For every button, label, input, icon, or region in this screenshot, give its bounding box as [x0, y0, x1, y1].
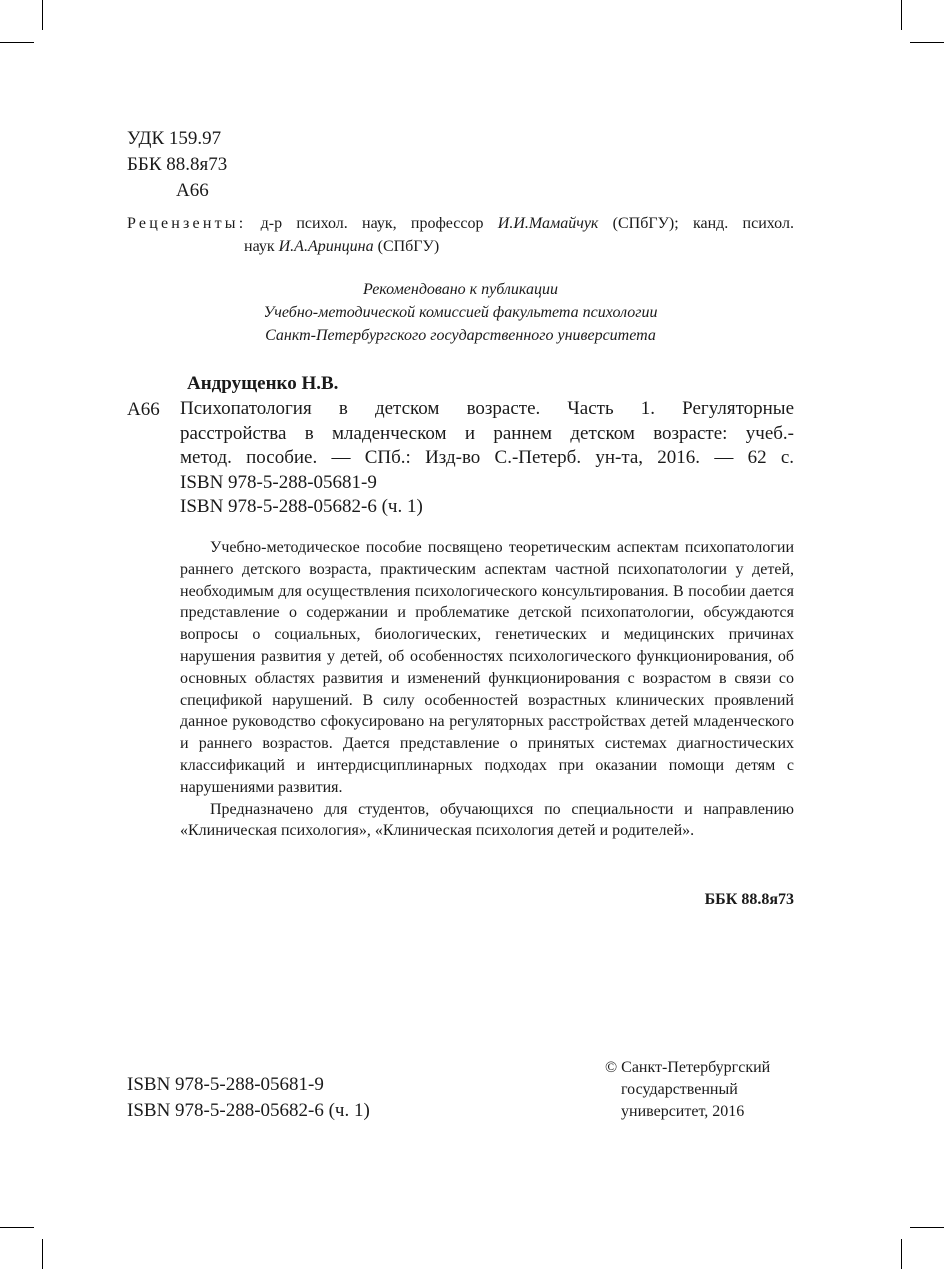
- classification-block: [127, 126, 227, 204]
- recommendation-block: [127, 278, 794, 347]
- abstract-paragraph: Учебно-методическое пособие посвящено теоретическим аспектам психопатологии раннего детского возраста, практическим аспектам частной психопатологии у детей, необходимым для осуществления психологического консультирования. В пособии дается представление о содержании и проблематике детской психопатологии, обсуждаются вопросы о социальных, биологических, генетических и медицинских причинах нарушения развития у детей, об особенностях психологического функционирования, об основных областях развития и изменений функционирования с возрастом в связи со спецификой нарушений. В силу особенностей возрастных клинических проявлений данное руководство сфокусировано на регуляторных расстройствах детей младенческого и раннего возрастов. Дается представление о принятых системах диагностических классификаций и интердисциплинарных подходах при оказании помощи детям с нарушениями развития.: [180, 539, 794, 796]
- copyright-line: © Санкт-Петербургский: [605, 1059, 771, 1076]
- crop-mark-top-left-vertical: [42, 0, 43, 30]
- reviewers-suffix: (СПбГУ): [373, 238, 440, 255]
- bibliography-isbn: ISBN 978-5-288-05681-9: [180, 471, 377, 493]
- bibliography-isbn: ISBN 978-5-288-05682-6 (ч. 1): [180, 496, 423, 517]
- bibliography-line: метод. пособие. — СПб.: Изд-во С.-Петерб. ун-та, 2016. — 62 с.: [180, 447, 794, 468]
- crop-mark-top-right-horizontal: [910, 42, 944, 43]
- copyright-line: университет, 2016: [621, 1103, 745, 1120]
- crop-mark-top-right-vertical: [901, 0, 902, 30]
- recommendation-line: Учебно-методической комиссией факультета психологии: [263, 304, 658, 321]
- recommendation-line: Санкт-Петербургского государственного университета: [265, 327, 656, 344]
- bibliography-record: [180, 397, 794, 520]
- reviewers-prefix: наук: [244, 238, 279, 255]
- reviewers-word: профессор: [410, 215, 484, 232]
- isbn-footer-line: ISBN 978-5-288-05682-6 (ч. 1): [127, 1100, 370, 1121]
- crop-mark-bottom-left-horizontal: [0, 1227, 34, 1228]
- abstract-block: [180, 537, 794, 842]
- isbn-footer: [127, 1072, 370, 1124]
- reviewers-line-2: [127, 235, 794, 258]
- bbk-bottom: ББК 88.8я73: [704, 891, 794, 908]
- copyright-line: государственный: [621, 1081, 738, 1098]
- copyright-block: [605, 1057, 770, 1123]
- reviewer-name-1: И.И.Мамайчук: [497, 215, 599, 232]
- author-name: Андрущенко Н.В.: [187, 373, 339, 394]
- crop-mark-bottom-left-vertical: [42, 1239, 43, 1269]
- reviewers-label: Рецензенты:: [127, 215, 247, 232]
- author-mark: А66: [176, 180, 209, 201]
- bibliography-code: А66: [127, 399, 160, 420]
- recommendation-line: Рекомендовано к публикации: [363, 281, 558, 298]
- reviewers-word: (СПбГУ);: [612, 215, 679, 232]
- bibliography-line: Психопатология в детском возрасте. Часть 1. Регуляторные: [180, 398, 794, 419]
- crop-mark-top-left-horizontal: [0, 42, 34, 43]
- reviewers-line-1: [127, 212, 794, 235]
- reviewers-word: д-р: [260, 215, 283, 232]
- reviewer-name-2: И.А.Аринцина: [278, 238, 374, 255]
- reviewers-word: психол.: [296, 215, 348, 232]
- reviewers-word: наук,: [362, 215, 397, 232]
- abstract-paragraph: Предназначено для студентов, обучающихся по специальности и направлению «Клиническая психология», «Клиническая психология детей и родителей».: [180, 800, 794, 840]
- reviewers-word: канд.: [692, 215, 729, 232]
- crop-mark-bottom-right-horizontal: [910, 1227, 944, 1228]
- bbk-code: ББК 88.8я73: [127, 154, 228, 175]
- bibliography-line: расстройства в младенческом и раннем детском возрасте: учеб.-: [180, 422, 794, 444]
- isbn-footer-line: ISBN 978-5-288-05681-9: [127, 1074, 324, 1095]
- udk-code: УДК 159.97: [127, 128, 222, 149]
- crop-mark-bottom-right-vertical: [901, 1239, 902, 1269]
- reviewers-block: [127, 212, 794, 258]
- reviewers-word: психол.: [742, 215, 794, 232]
